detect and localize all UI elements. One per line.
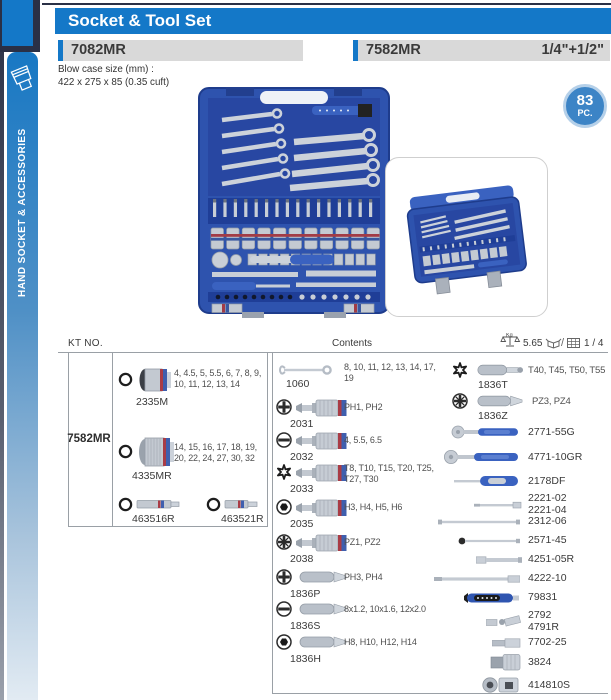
piece-count-badge: [563, 84, 607, 128]
universal-joint-photo: [486, 614, 522, 630]
product-photo-angled-case: [391, 161, 541, 311]
packing-value: 1 / 4: [584, 338, 604, 349]
inner-box-icon: [545, 336, 565, 350]
kt-number: 1836P: [290, 588, 321, 600]
row-2032: [276, 429, 434, 465]
kt-number: 4335MR: [132, 470, 172, 482]
adapter-photo: [490, 653, 522, 671]
screwdriver-photo: [454, 474, 520, 488]
kt-number: 4771-10GR: [528, 451, 583, 463]
insert-bit-photo: [296, 601, 348, 617]
adapter-photo: [492, 638, 522, 648]
ratchet-photo: [450, 425, 520, 439]
model-bar-left: [58, 40, 303, 61]
kt-number: 2571-45: [528, 534, 567, 546]
row-2178DF: [434, 473, 610, 493]
blow-case-label: Blow case size (mm) :: [58, 64, 154, 75]
row-4251-05R: [434, 553, 610, 573]
item-sizes: 8x1.2, 10x1.6, 12x2.0: [344, 604, 426, 614]
bit-socket-photo: [296, 430, 348, 452]
pozidriv-icon: [276, 534, 292, 550]
adapter-photo: [482, 676, 522, 694]
group-kt-number: 7582MR: [67, 433, 111, 445]
kt-number: 2032: [290, 451, 314, 463]
row-1836S: [276, 598, 434, 634]
item-sizes: H8, H10, H12, H14: [344, 637, 417, 647]
wrench-photo: [276, 364, 332, 376]
kt-number: 414810S: [528, 679, 571, 691]
kt-number: 79831: [528, 591, 558, 603]
kt-number: 2035: [290, 518, 314, 530]
row-2033: [276, 461, 434, 497]
item-sizes: 8, 10, 11, 12, 13, 14, 17, 19: [344, 362, 436, 383]
kt-number: 2221-02: [528, 492, 567, 504]
socket-photo-4335MR: [137, 436, 175, 468]
row-2792: [434, 609, 610, 635]
torx-bit-photo: [474, 362, 524, 378]
accent-strip: [58, 40, 63, 61]
extension-photo-463521R: [224, 496, 262, 512]
item-sizes: PZ1, PZ2: [344, 537, 381, 547]
kt-number: 2792: [528, 609, 552, 621]
drive-size-spec: 1/4"+1/2": [541, 42, 604, 58]
row-1060: [276, 360, 434, 396]
contents-column-header: Contents: [331, 338, 373, 349]
corner-accent: [2, 0, 33, 46]
item-sizes: T8, T10, T15, T20, T25, T27, T30: [344, 463, 434, 484]
model-bar-right: [353, 40, 610, 61]
bit-socket-photo: [296, 462, 348, 484]
socket-photo-2335M: [138, 366, 172, 394]
ring-icon: [118, 497, 133, 512]
row-4222-10: [434, 572, 610, 592]
insert-bit-photo: [296, 634, 348, 650]
extension-photo: [434, 574, 520, 584]
kt-number: 2033: [290, 483, 314, 495]
row-2312-06: [434, 515, 610, 535]
row-79831: [434, 591, 610, 611]
kt-number: 4222-10: [528, 572, 567, 584]
page-title: Socket & Tool Set: [55, 8, 611, 34]
bit-holder-photo: [462, 592, 520, 604]
piece-unit: PC.: [577, 108, 593, 118]
group-box-divider: [112, 352, 113, 527]
extension-photo: [476, 555, 522, 565]
kt-number: 2221-04: [528, 504, 567, 516]
extension-photo-463516R: [136, 496, 180, 512]
kt-number: 1836S: [290, 620, 321, 632]
slotted-icon: [276, 601, 292, 617]
item-sizes: T40, T45, T50, T55: [528, 365, 606, 376]
weight-scale-icon: [499, 333, 521, 349]
model-number-right: 7582MR: [366, 42, 421, 58]
row-4771-10GR: [434, 449, 610, 469]
item-sizes: H3, H4, H5, H6: [344, 502, 403, 512]
row-1836P: [276, 566, 434, 602]
phillips-icon: [276, 569, 292, 585]
spinner-handle-photo: [458, 535, 522, 547]
row-1836H: [276, 631, 434, 667]
insert-bit-photo: [296, 569, 348, 585]
row-3824: [434, 653, 610, 673]
accent-strip: [353, 40, 358, 61]
top-rule: [42, 3, 611, 5]
pozidriv-icon: [452, 393, 468, 409]
blow-case-value: 422 x 275 x 85 (0.35 cuft): [58, 76, 170, 88]
packing-separator: /: [561, 337, 565, 349]
kt-number: 4791R: [528, 621, 559, 633]
phillips-icon: [276, 399, 292, 415]
kt-number: 1836T: [478, 379, 508, 391]
row-2571-45: [434, 533, 610, 553]
page-edge-strip: [0, 0, 4, 700]
row-2038: [276, 531, 434, 567]
model-number-left: 7082MR: [71, 42, 126, 58]
row-2771-55G: [434, 424, 610, 444]
item-sizes: 4, 4.5, 5, 5.5, 6, 7, 8, 9, 10, 11, 12, 13, 14: [174, 368, 262, 389]
torx-icon: [452, 362, 468, 378]
product-photo-frame: [385, 157, 548, 317]
kt-number: 4251-05R: [528, 553, 575, 565]
item-sizes: PH3, PH4: [344, 572, 383, 582]
ratchet-photo: [442, 450, 520, 464]
kt-number: 2312-06: [528, 515, 567, 527]
item-sizes: 14, 15, 16, 17, 18, 19, 20, 22, 24, 27, 30, 32: [174, 442, 257, 463]
kt-number: 463521R: [221, 513, 264, 525]
socket-icon: [9, 56, 37, 102]
item-sizes: 4, 5.5, 6.5: [344, 435, 382, 445]
kt-number: 463516R: [132, 513, 175, 525]
sidebar-category-label: HAND SOCKET & ACCESSORIES: [17, 128, 28, 297]
row-2031: [276, 396, 434, 432]
kt-number: 3824: [528, 656, 552, 668]
kt-number: 1836Z: [478, 410, 508, 422]
outer-box-icon: [566, 337, 581, 349]
kt-number: 2038: [290, 553, 314, 565]
kt-number: 7702-25: [528, 636, 567, 648]
kt-number: 2771-55G: [528, 426, 575, 438]
bit-socket-photo: [296, 397, 348, 419]
ring-icon: [206, 497, 221, 512]
ring-icon: [118, 372, 133, 387]
product-photo-open-case: [196, 86, 392, 318]
kt-number: 2031: [290, 418, 314, 430]
ring-icon: [118, 444, 133, 459]
torx-icon: [276, 464, 292, 480]
bit-socket-photo: [296, 532, 348, 554]
row-1836Z: [434, 391, 610, 425]
bit-socket-photo: [296, 497, 348, 519]
contents-divider: [272, 352, 273, 693]
extension-photo: [474, 500, 522, 510]
row-414810S: [434, 676, 610, 696]
insert-bit-photo: [474, 393, 524, 409]
slotted-icon: [276, 432, 292, 448]
row-2035: [276, 496, 434, 532]
kt-number: 2178DF: [528, 475, 566, 487]
item-sizes: PH1, PH2: [344, 402, 383, 412]
blow-case-size: [58, 64, 169, 89]
row-1836T: [434, 360, 610, 394]
hex-icon: [276, 634, 292, 650]
item-sizes: PZ3, PZ4: [532, 396, 571, 407]
kt-number: 1836H: [290, 653, 321, 665]
piece-count: 83: [576, 92, 594, 109]
kt-no-column-header: KT NO.: [68, 338, 103, 349]
weight-value: 5.65: [523, 338, 543, 349]
kt-number: 2335M: [136, 396, 169, 408]
long-bar-photo: [438, 518, 520, 526]
kt-number: 1060: [286, 378, 310, 390]
hex-icon: [276, 499, 292, 515]
